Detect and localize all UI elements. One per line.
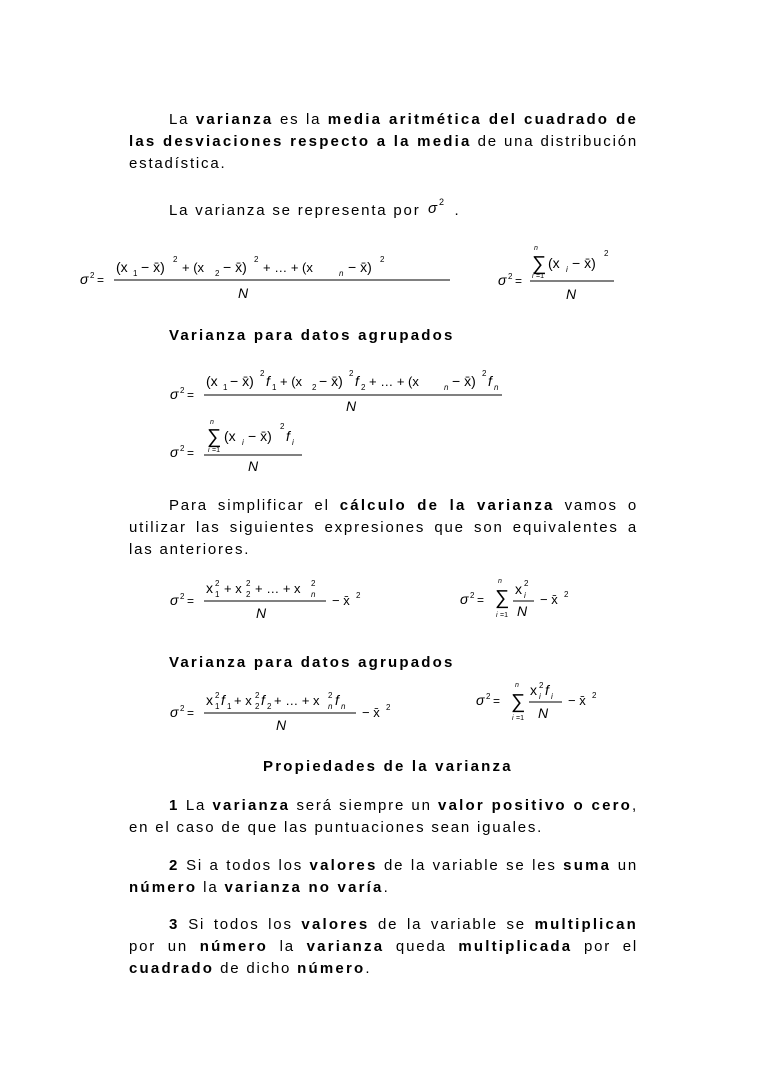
svg-text:σ: σ: [170, 386, 179, 402]
grouped-variance-formula-expanded: [168, 367, 508, 420]
svg-text:2: 2: [482, 369, 487, 378]
svg-text:=: =: [477, 593, 485, 607]
svg-text:(x: (x: [548, 255, 560, 271]
svg-text:2: 2: [180, 444, 185, 453]
svg-text:+ (x: + (x: [182, 260, 205, 275]
definition-paragraph: [129, 109, 638, 175]
svg-text:2: 2: [280, 422, 285, 431]
simplified-variance-formula-expanded: [168, 578, 368, 631]
svg-text:i: i: [292, 438, 294, 447]
bold-term: número: [199, 938, 268, 955]
svg-text:σ: σ: [170, 592, 179, 608]
svg-text:n: n: [341, 702, 346, 711]
svg-text:n: n: [498, 578, 502, 585]
svg-text:− x̄): − x̄): [572, 255, 596, 271]
heading-properties: Propiedades de la varianza: [263, 758, 513, 775]
svg-text:=: =: [515, 274, 523, 288]
svg-text:2: 2: [255, 691, 260, 700]
bold-term: varianza no varía: [224, 879, 384, 896]
text: la: [197, 879, 225, 896]
svg-text:n: n: [494, 383, 499, 392]
svg-text:i: i: [566, 265, 568, 274]
text: La: [169, 111, 196, 128]
svg-text:f: f: [266, 373, 270, 389]
variance-formula-sum: [496, 242, 621, 309]
svg-text:x: x: [530, 682, 537, 698]
svg-text:∑: ∑: [207, 426, 222, 448]
svg-text:N: N: [276, 717, 287, 733]
bold-term: varianza: [212, 797, 291, 814]
svg-text:2: 2: [254, 255, 259, 264]
svg-text:σ: σ: [170, 704, 179, 720]
svg-text:1: 1: [223, 383, 228, 392]
svg-text:+ … + (x: + … + (x: [369, 374, 419, 389]
svg-text:− x̄): − x̄): [230, 373, 254, 389]
text: .: [365, 960, 372, 977]
svg-text:− x̄): − x̄): [141, 259, 165, 275]
svg-text:∑: ∑: [532, 253, 547, 275]
grouped-variance-formula-sum: [168, 415, 308, 480]
svg-text:2: 2: [173, 255, 178, 264]
svg-text:2: 2: [180, 704, 185, 713]
svg-text:+ (x: + (x: [280, 374, 303, 389]
svg-text:f: f: [221, 692, 225, 708]
property-number: 2: [169, 857, 180, 874]
svg-text:2: 2: [508, 272, 513, 281]
svg-text:∑: ∑: [495, 587, 510, 609]
svg-text:i: i: [512, 715, 514, 722]
svg-text:2: 2: [592, 691, 597, 700]
property-number: 3: [169, 916, 180, 933]
svg-text:2: 2: [470, 591, 475, 600]
svg-text:2: 2: [246, 579, 251, 588]
svg-text:2: 2: [267, 702, 272, 711]
bold-term: varianza: [195, 111, 274, 128]
svg-text:2: 2: [328, 691, 333, 700]
bold-term: varianza: [306, 938, 385, 955]
bold-term: cálculo de la varianza: [339, 497, 555, 514]
svg-text:2: 2: [486, 692, 491, 701]
svg-text:f: f: [355, 373, 359, 389]
svg-text:N: N: [238, 285, 249, 301]
svg-text:=: =: [493, 694, 501, 708]
svg-text:i: i: [532, 273, 534, 280]
svg-text:+ … + x: + … + x: [255, 581, 301, 596]
svg-text:σ: σ: [460, 591, 469, 607]
svg-text:N: N: [346, 398, 357, 414]
svg-text:=: =: [97, 273, 105, 287]
svg-text:i: i: [539, 692, 541, 701]
heading-grouped-data: Varianza para datos agrupados: [169, 327, 455, 344]
svg-text:σ: σ: [80, 271, 89, 287]
svg-text:N: N: [566, 286, 577, 302]
bold-term: número: [297, 960, 366, 977]
svg-text:x: x: [206, 692, 213, 708]
svg-text:− x̄: − x̄: [540, 592, 558, 607]
svg-text:2: 2: [215, 579, 220, 588]
svg-text:f: f: [335, 692, 339, 708]
svg-text:− x̄): − x̄): [348, 259, 372, 275]
text: de una distribución estadística.: [129, 133, 638, 172]
svg-text:2: 2: [361, 383, 366, 392]
svg-text:2: 2: [180, 592, 185, 601]
variance-formula-expanded: [78, 252, 388, 307]
text: será siempre un: [290, 797, 439, 814]
svg-text:2: 2: [90, 271, 95, 280]
svg-text:=1: =1: [536, 273, 544, 280]
svg-text:n: n: [311, 590, 316, 599]
text: La varianza se representa por: [169, 202, 427, 219]
svg-text:f: f: [261, 692, 265, 708]
sigma-squared-symbol: [426, 197, 454, 217]
svg-text:2: 2: [180, 386, 185, 395]
svg-text:− x̄): − x̄): [452, 373, 476, 389]
bold-term: multiplican: [534, 916, 638, 933]
text: por el: [572, 938, 638, 955]
svg-text:∑: ∑: [511, 691, 526, 713]
text: por un: [129, 938, 200, 955]
svg-text:=1: =1: [212, 447, 220, 454]
svg-text:=: =: [187, 706, 195, 720]
heading-grouped-data-2: Varianza para datos agrupados: [169, 654, 455, 671]
svg-text:− x̄): − x̄): [248, 428, 272, 444]
svg-text:x: x: [206, 580, 213, 596]
svg-text:2: 2: [524, 579, 529, 588]
svg-text:2: 2: [246, 590, 251, 599]
svg-text:2: 2: [356, 591, 361, 600]
bold-term: multiplicada: [458, 938, 573, 955]
text: de dicho: [214, 960, 298, 977]
text: .: [383, 879, 390, 896]
svg-text:σ: σ: [498, 272, 507, 288]
svg-text:=1: =1: [500, 612, 508, 619]
svg-text:i: i: [551, 692, 553, 701]
svg-text:σ: σ: [476, 692, 485, 708]
svg-text:n: n: [328, 702, 333, 711]
svg-text:i: i: [524, 591, 526, 600]
svg-text:2: 2: [349, 369, 354, 378]
text: de la variable se: [369, 916, 535, 933]
text: vamos o utilizar las siguientes expresiones que son equivalentes a las anteriores.: [129, 497, 638, 558]
bold-term: cuadrado: [129, 960, 215, 977]
svg-text:2: 2: [564, 590, 569, 599]
svg-text:2: 2: [215, 691, 220, 700]
svg-text:− x̄: − x̄: [332, 593, 350, 608]
property-2-paragraph: [129, 855, 638, 899]
bold-term: suma: [563, 857, 612, 874]
svg-text:=1: =1: [516, 715, 524, 722]
svg-text:n: n: [444, 383, 449, 392]
text: es la: [273, 111, 328, 128]
svg-text:f: f: [545, 682, 549, 698]
svg-text:N: N: [517, 603, 528, 619]
text: .: [454, 202, 461, 219]
bold-term: valores: [309, 857, 378, 874]
svg-text:− x̄): − x̄): [223, 259, 247, 275]
svg-text:=: =: [187, 446, 195, 460]
bold-term: valor positivo o cero: [438, 797, 633, 814]
bold-term: número: [129, 879, 198, 896]
text: queda: [384, 938, 459, 955]
svg-text:2: 2: [380, 255, 385, 264]
svg-text:2: 2: [312, 383, 317, 392]
text: La: [179, 797, 213, 814]
simplify-paragraph: [129, 495, 638, 561]
svg-text:1: 1: [133, 269, 138, 278]
svg-text:f: f: [488, 373, 492, 389]
svg-text:(x: (x: [116, 259, 128, 275]
svg-text:i: i: [242, 438, 244, 447]
svg-text:σ: σ: [170, 444, 179, 460]
svg-text:+ x: + x: [234, 693, 252, 708]
svg-text:N: N: [248, 458, 259, 474]
svg-text:2: 2: [439, 197, 447, 207]
text: Para simplificar el: [169, 497, 340, 514]
svg-text:n: n: [339, 269, 344, 278]
simplified-variance-formula-sum: [458, 574, 578, 629]
svg-text:1: 1: [215, 702, 220, 711]
text: la: [267, 938, 307, 955]
property-1-paragraph: [129, 795, 638, 839]
simplified-grouped-formula-expanded: [168, 690, 398, 743]
svg-text:2: 2: [215, 269, 220, 278]
bold-term: media aritmética del cuadrado de las desviaciones respecto a la media: [129, 111, 639, 150]
svg-text:n: n: [210, 419, 214, 426]
svg-text:1: 1: [215, 590, 220, 599]
text: , en el caso de que las puntuaciones sean iguales.: [129, 797, 638, 836]
svg-text:2: 2: [386, 703, 391, 712]
svg-text:− x̄: − x̄: [568, 693, 586, 708]
svg-text:− x̄: − x̄: [362, 705, 380, 720]
svg-text:=: =: [187, 388, 195, 402]
svg-text:n: n: [515, 682, 519, 689]
text: Si a todos los: [179, 857, 310, 874]
property-number: 1: [169, 797, 180, 814]
svg-text:(x: (x: [206, 373, 218, 389]
svg-text:N: N: [538, 705, 549, 721]
sigma-paragraph: [129, 197, 638, 222]
svg-text:i: i: [208, 447, 210, 454]
svg-text:2: 2: [604, 249, 609, 258]
svg-text:2: 2: [311, 579, 316, 588]
svg-text:x: x: [515, 581, 522, 597]
svg-text:2: 2: [255, 702, 260, 711]
simplified-grouped-formula-sum: [474, 678, 604, 733]
svg-text:+ … + (x: + … + (x: [263, 260, 313, 275]
svg-text:f: f: [286, 428, 290, 444]
svg-text:+ x: + x: [224, 581, 242, 596]
svg-text:i: i: [496, 612, 498, 619]
property-3-paragraph: [129, 914, 638, 980]
text: de la variable se les: [377, 857, 564, 874]
svg-text:− x̄): − x̄): [319, 373, 343, 389]
text: Si todos los: [179, 916, 302, 933]
svg-text:=: =: [187, 594, 195, 608]
svg-text:+ … + x: + … + x: [274, 693, 320, 708]
svg-text:N: N: [256, 605, 267, 621]
svg-text:2: 2: [260, 369, 265, 378]
svg-text:2: 2: [539, 681, 544, 690]
svg-text:1: 1: [227, 702, 232, 711]
svg-text:1: 1: [272, 383, 277, 392]
svg-text:(x: (x: [224, 428, 236, 444]
bold-term: valores: [301, 916, 370, 933]
text: un: [611, 857, 638, 874]
svg-text:σ: σ: [428, 200, 440, 217]
svg-text:n: n: [534, 245, 538, 252]
